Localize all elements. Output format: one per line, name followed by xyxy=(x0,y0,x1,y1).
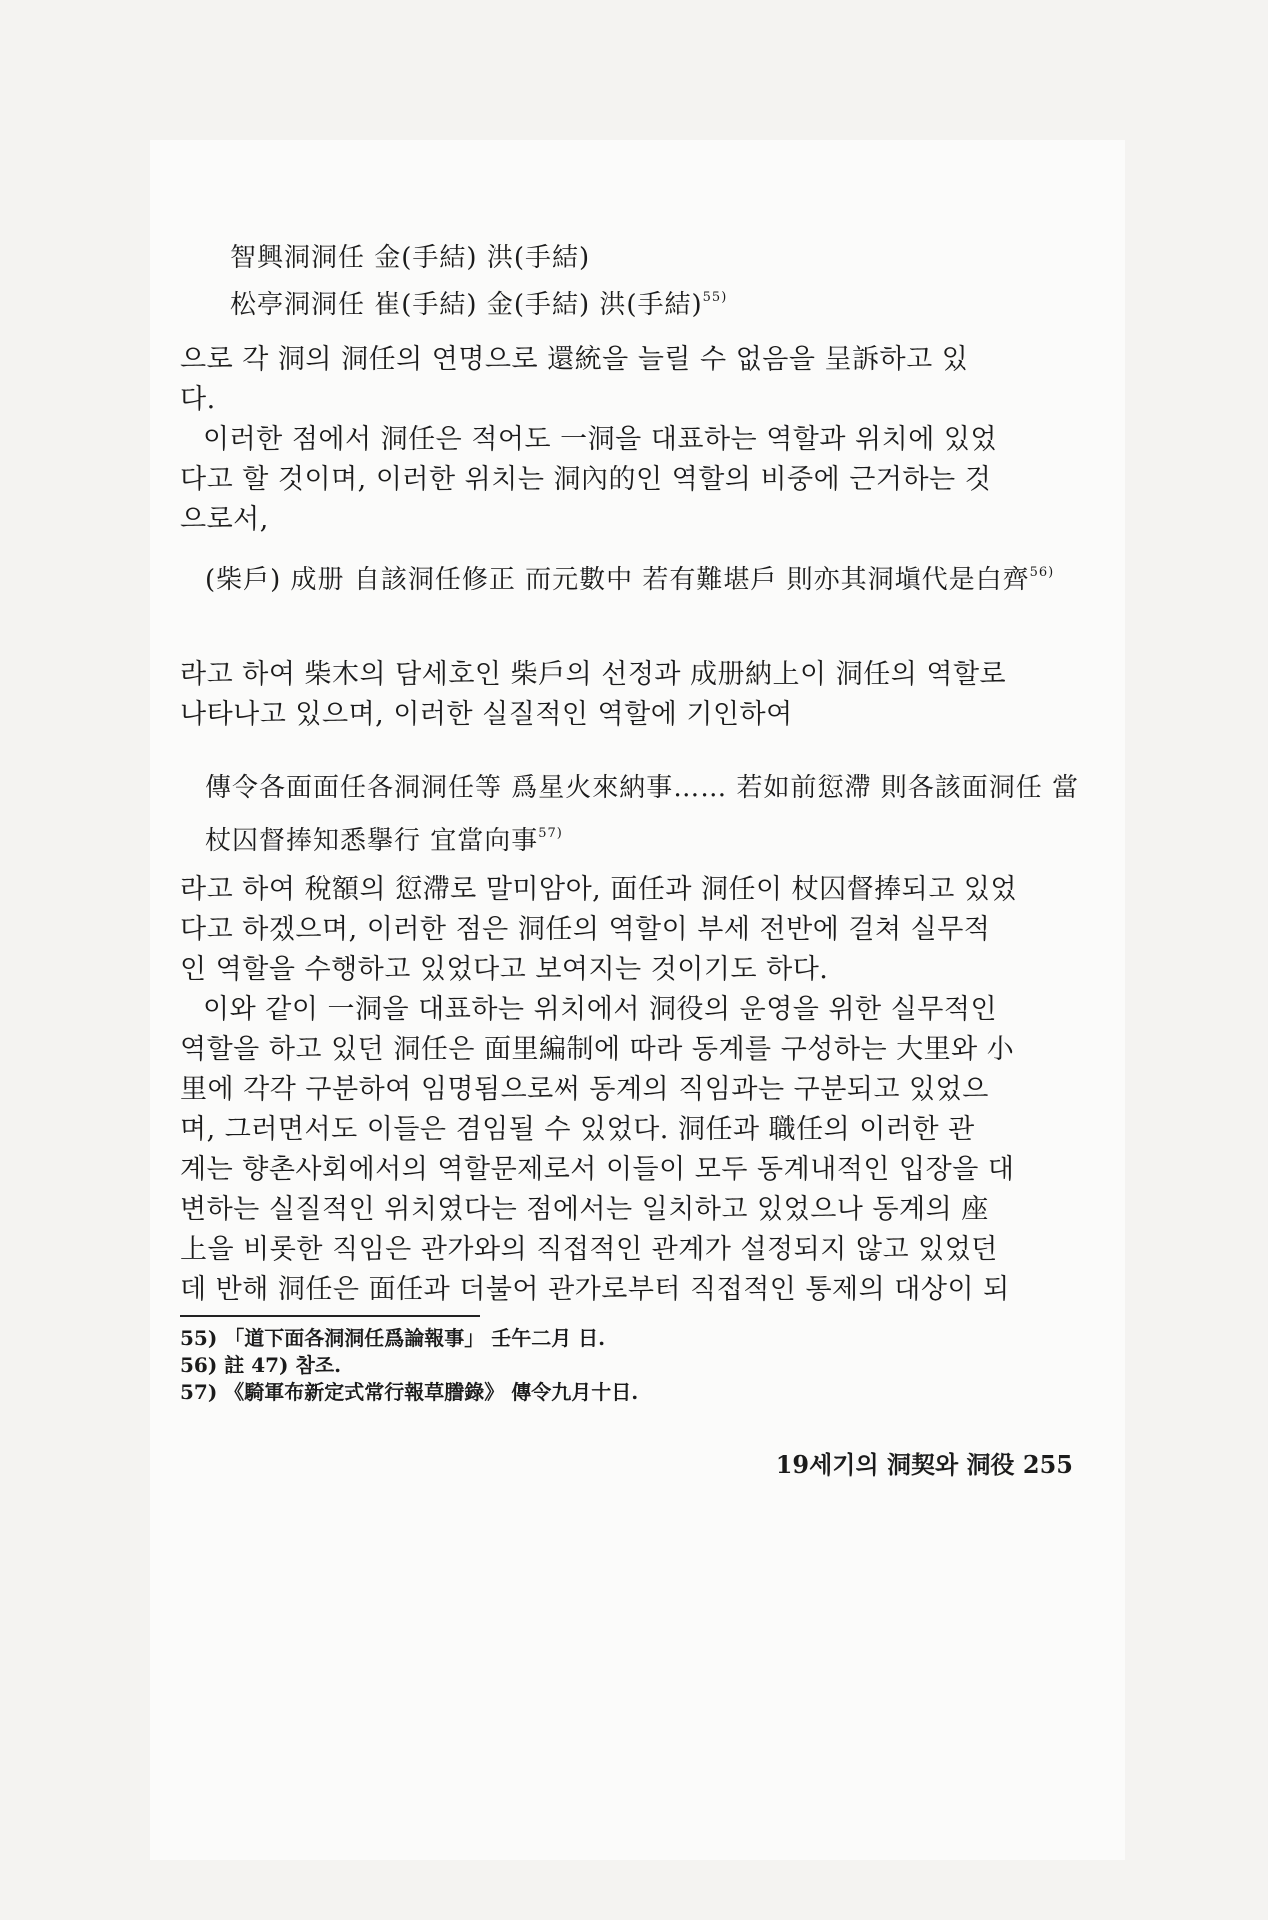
para3-line-1: 라고 하여 稅額의 愆滯로 말미암아, 面任과 洞任이 杖囚督捧되고 있었 xyxy=(180,874,1018,905)
para3-line-8: 계는 향촌사회에서의 역할문제로서 이들이 모두 동계내적인 입장을 대 xyxy=(180,1154,1015,1185)
quote2-text: (柴戶) 成册 自該洞任修正 而元數中 若有難堪戶 則亦其洞塡代是白齊 xyxy=(205,565,1030,595)
quote1-line1: 智興洞洞任 金(手結) 洪(手結) xyxy=(230,243,591,273)
para2-line-1: 라고 하여 柴木의 담세호인 柴戶의 선정과 成册納上이 洞任의 역할로 xyxy=(180,659,1007,690)
footnote-ref-56: 56) xyxy=(1029,565,1055,580)
quote2 xyxy=(205,550,1095,603)
running-footer: 19세기의 洞契와 洞役 255 xyxy=(775,1450,1073,1479)
footnote-57: 57) 《騎軍布新定式常行報草謄錄》 傳令九月十日. xyxy=(180,1380,639,1404)
footnote-55: 55) 「道下面各洞洞任爲論報事」 壬午二月 日. xyxy=(180,1326,606,1350)
para2-line-2: 나타나고 있으며, 이러한 실질적인 역할에 기인하여 xyxy=(180,699,793,730)
footnote-rule xyxy=(180,1315,480,1317)
para3-line-9: 변하는 실질적인 위치였다는 점에서는 일치하고 있었으나 동계의 座 xyxy=(180,1194,989,1225)
para3-line-5: 역할을 하고 있던 洞任은 面里編制에 따라 동계를 구성하는 大里와 小 xyxy=(180,1034,1015,1065)
para1-line-3: 이러한 점에서 洞任은 적어도 一洞을 대표하는 역할과 위치에 있었 xyxy=(203,424,998,455)
footnote-ref-55: 55) xyxy=(702,290,728,305)
para3-line-7: 며, 그러면서도 이들은 겸임될 수 있었다. 洞任과 職任의 이러한 관 xyxy=(180,1114,975,1145)
quote3 xyxy=(205,765,1095,864)
quote3-text: 傳令各面面任各洞洞任等 爲星火來納事…… 若如前愆滯 則各該面洞任 當杖囚督捧知悉擧行 宜當向事 xyxy=(205,773,1080,856)
para3-line-11: 데 반해 洞任은 面任과 더불어 관가로부터 직접적인 통제의 대상이 되 xyxy=(180,1274,1010,1305)
para1-line-1: 으로 각 洞의 洞任의 연명으로 還統을 늘릴 수 없음을 呈訴하고 있 xyxy=(180,344,969,375)
footnote-56: 56) 註 47) 참조. xyxy=(180,1353,342,1377)
para3-line-6: 里에 각각 구분하여 임명됨으로써 동계의 직임과는 구분되고 있었으 xyxy=(180,1074,989,1105)
para3-line-2: 다고 하겠으며, 이러한 점은 洞任의 역할이 부세 전반에 걸쳐 실무적 xyxy=(180,914,991,945)
para3-line-3: 인 역할을 수행하고 있었다고 보여지는 것이기도 하다. xyxy=(180,954,829,985)
para1-line-4: 다고 할 것이며, 이러한 위치는 洞內的인 역할의 비중에 근거하는 것 xyxy=(180,464,992,495)
footnote-ref-57: 57) xyxy=(538,826,563,841)
quote1-line2-text: 松亭洞洞任 崔(手結) 金(手結) 洪(手結) xyxy=(230,290,703,320)
para3-line-10: 上을 비롯한 직임은 관가와의 직접적인 관계가 설정되지 않고 있었던 xyxy=(180,1234,998,1265)
para3-line-4: 이와 같이 一洞을 대표하는 위치에서 洞役의 운영을 위한 실무적인 xyxy=(203,994,998,1025)
para1-line-5: 으로서, xyxy=(180,504,269,535)
quote1-line2 xyxy=(230,275,727,328)
para1-line-2: 다. xyxy=(180,384,216,415)
